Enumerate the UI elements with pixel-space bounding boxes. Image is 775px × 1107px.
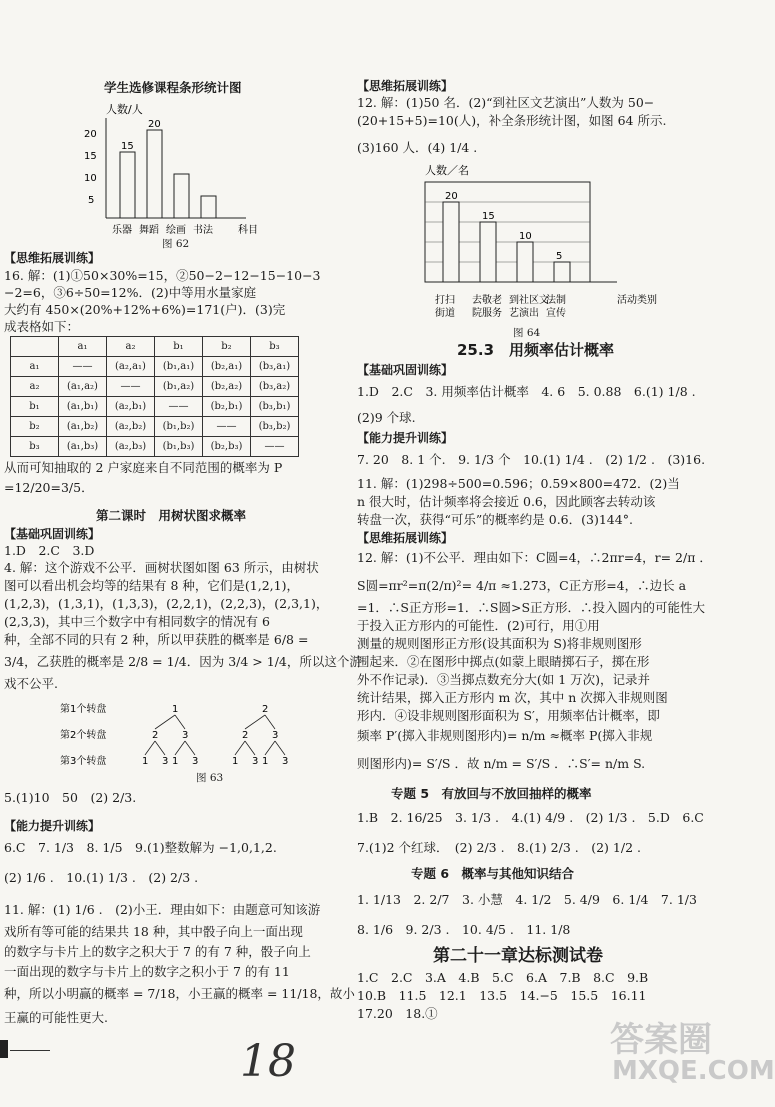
tree-node: 3 [182, 730, 189, 741]
table-row [11, 357, 299, 377]
left-ability-heading: 【能力提升训练】 [4, 819, 101, 833]
fig64-category-label: 街道 [435, 308, 455, 319]
p12b-line: 则图形内)= S′/S ．故 n/m = S′/S ．∴S′= n/m S. [357, 756, 646, 771]
tree-node: 1 [172, 756, 179, 767]
fig64-category-label: 院服务 [472, 308, 502, 319]
p11-line: 的数字与卡片上的数字之积大于 7 的有 7 种，骰子向上 [4, 944, 311, 959]
tree-branch [175, 715, 185, 729]
page-edge-marker [0, 1040, 8, 1058]
page-edge-rule [10, 1050, 50, 1051]
table-cell: a₁ [59, 337, 107, 357]
p12b-line: 形内．④设非规则图形面积为 S′，用频率估计概率，即 [357, 708, 660, 723]
p16-line: −2=6，③6÷50=12%．(2)中等用水量家庭 [4, 285, 257, 300]
table-cell: —— [203, 417, 251, 437]
table-cell: (a₂,a₁) [107, 357, 155, 377]
table-cell: (b₂,b₃) [203, 437, 251, 457]
sec253-title: 25.3 用频率估计概率 [457, 341, 615, 359]
p11-line: 11. 解：(1) 1/6 . (2)小王．理由如下：由题意可知该游 [4, 902, 321, 917]
p11-line: 一面出现的数字与卡片上的数字之积小于 7 的有 11 [4, 964, 290, 979]
table-cell: —— [251, 437, 299, 457]
p12-line: 12. 解：(1)50 名．(2)“到社区文艺演出”人数为 50− [357, 95, 655, 110]
tree-branch [155, 715, 175, 729]
table-cell: (a₂,b₂) [107, 417, 155, 437]
fig62-bar-label: 20 [148, 119, 161, 130]
left-thinking-heading: 【思维拓展训练】 [4, 251, 101, 265]
p11-right-line: n 很大时，估计频率将会接近 0.6，因此顾客去转动该 [357, 494, 656, 509]
topic6-line: 1. 1/13 2. 2/7 3. 小慧 4. 1/2 5. 4/9 6. 1/4 7. 1/3 [357, 892, 697, 907]
left-ability-line: (2) 1/6 . 10.(1) 1/3 . (2) 2/3 . [4, 870, 199, 885]
p4-line: 图可以看出机会均等的结果有 8 种，它们是(1,2,1)， [4, 578, 299, 593]
p11-right-line: 转盘一次，获得“可乐”的概率约是 0.6．(3)144°. [357, 512, 633, 527]
p16-conclusion: 从而可知抽取的 2 户家庭来自不同范围的概率为 P [4, 460, 283, 475]
tree-branch [265, 741, 275, 755]
tree-branch [245, 741, 255, 755]
table-cell: a₂ [107, 337, 155, 357]
table-cell: (a₁,b₂) [59, 417, 107, 437]
table-cell [11, 337, 59, 357]
right-column [357, 0, 750, 1107]
fig64-category-label: 宣传 [546, 308, 566, 319]
p4-line: 戏不公平. [4, 676, 58, 691]
fig62-ytick: 10 [84, 173, 97, 184]
fig64-bar-label: 10 [519, 231, 532, 242]
fig62-bar [120, 152, 135, 218]
table-cell: (a₁,b₁) [59, 397, 107, 417]
fig62-bar-label: 15 [121, 141, 134, 152]
fig62-title: 学生选修课程条形统计图 [104, 80, 242, 95]
right-basic-heading: 【基础巩固训练】 [357, 363, 454, 377]
table-cell: —— [107, 377, 155, 397]
tree-branch [145, 741, 155, 755]
tree-node: 1 [262, 756, 269, 767]
p4-line: 种，全部不同的只有 2 种，所以甲获胜的概率是 6/8 = [4, 632, 309, 647]
left-ability-line: 6.C 7. 1/3 8. 1/5 9.(1)整数解为 −1,0,1,2. [4, 840, 277, 855]
table-row [11, 377, 299, 397]
tree-branch [155, 741, 165, 755]
fig64-bar [554, 262, 570, 282]
fig64-category-label: 法制 [546, 295, 566, 306]
fig62-ytick: 15 [84, 151, 97, 162]
tree-branch [235, 741, 245, 755]
table-cell: (b₃,a₂) [251, 377, 299, 397]
p11-line: 戏所有等可能的结果共 18 种，其中骰子向上一面出现 [4, 924, 303, 939]
tree-branch [175, 741, 185, 755]
fig62-category-label: 舞蹈 [139, 225, 159, 236]
p5-answer: 5.(1)10 50 (2) 2/3. [4, 790, 137, 805]
topic6-title: 专题 6 概率与其他知识结合 [411, 866, 575, 881]
tree-branch [185, 741, 195, 755]
p12b-line: 围起来．②在图形中掷点(如蒙上眼睛掷石子，掷在形 [357, 654, 650, 669]
p4-line: 4. 解：这个游戏不公平．画树状图如图 63 所示，由树状 [4, 560, 319, 575]
fig64-bar-label: 15 [482, 211, 495, 222]
p12b-line: 12. 解：(1)不公平．理由如下：C圆=4，∴2πr=4，r= 2/π ． [357, 550, 712, 565]
fig62-caption: 图 62 [162, 238, 190, 250]
right-basic-line: (2)9 个球. [357, 410, 416, 425]
left-column [0, 0, 375, 1107]
p11-line: 王赢的可能性更大. [4, 1010, 108, 1025]
chapter-answers-line: 17.20 18.① [357, 1006, 438, 1021]
table-cell: (b₁,b₂) [155, 417, 203, 437]
watermark-url: MXQE.COM [612, 1056, 775, 1086]
p16-conclusion: =12/20=3/5． [4, 480, 94, 495]
topic5-line: 7.(1)2 个红球． (2) 2/3 . 8.(1) 2/3 . (2) 1/2 . [357, 840, 641, 855]
left-basic-answers: 1.D 2.C 3.D [4, 543, 95, 558]
outcome-table [10, 336, 299, 457]
fig62-category-label: 乐器 [112, 225, 132, 236]
table-row [11, 397, 299, 417]
p16-line: 16. 解：(1)①50×30%=15，②50−2−12−15−10−3 [4, 268, 321, 283]
table-cell: (b₁,a₁) [155, 357, 203, 377]
topic6-line: 8. 1/6 9. 2/3 . 10. 4/5 . 11. 1/8 [357, 922, 571, 937]
p12b-line: 于投入正方形内的可能性．(2)可行，用①用 [357, 618, 600, 633]
fig64-bar [480, 222, 496, 282]
table-cell: (a₁,a₂) [59, 377, 107, 397]
fig62-bar-chart [78, 100, 278, 240]
fig63-row-label: 第1个转盘 [60, 704, 107, 715]
tree-branch [245, 715, 265, 729]
right-ability-line: 7. 20 8. 1 个. 9. 1/3 个 10.(1) 1/4 . (2) 1/2 . (3)16. [357, 452, 706, 467]
fig62-ytick: 20 [84, 129, 97, 140]
p11-line: 种，所以小明赢的概率 = 7/18，小王赢的概率 = 11/18，故小 [4, 986, 355, 1001]
tree-node: 2 [152, 730, 159, 741]
p12b-line: 外不作记录)．③当掷点数充分大(如 1 万次)，记录并 [357, 672, 651, 687]
table-cell: a₂ [11, 377, 59, 397]
right-ability-heading: 【能力提升训练】 [357, 431, 454, 445]
fig62-ytick: 5 [88, 195, 95, 206]
tree-node: 1 [142, 756, 149, 767]
p12b-line: S圆=πr²=π(2/π)²= 4/π ≈1.273，C正方形=4，∴边长 a [357, 578, 687, 593]
p12-line: (3)160 人．(4) 1/4 . [357, 140, 478, 155]
p4-line: (2,3,3)，其中三个数字中有相同数字的情况有 6 [4, 614, 270, 629]
watermark-logo: 答案圈 [610, 1020, 712, 1060]
fig64-caption: 图 64 [513, 327, 541, 339]
fig64-bar [443, 202, 459, 282]
table-cell: b₁ [11, 397, 59, 417]
fig64-category-label: 去敬老 [472, 295, 502, 306]
table-cell: (b₁,b₃) [155, 437, 203, 457]
fig64-ylabel: 人数／名 [425, 164, 469, 177]
table-cell: (a₂,b₃) [107, 437, 155, 457]
table-cell: —— [155, 397, 203, 417]
tree-node: 3 [162, 756, 169, 767]
fig63-row-label: 第3个转盘 [60, 756, 107, 767]
fig62-bar [201, 196, 216, 218]
tree-node: 3 [272, 730, 279, 741]
fig62-bar [174, 174, 189, 218]
left-basic-heading: 【基础巩固训练】 [4, 527, 101, 541]
chapter-answers-line: 10.B 11.5 12.1 13.5 14.−5 15.5 16.11 [357, 988, 647, 1003]
table-cell: (a₁,b₃) [59, 437, 107, 457]
table-cell: b₂ [203, 337, 251, 357]
p11-right-line: 11. 解：(1)298÷500=0.596；0.59×800=472．(2)当 [357, 476, 680, 491]
lesson2-title: 第二课时 用树状图求概率 [96, 508, 247, 523]
tree-node: 2 [262, 704, 269, 715]
tree-node: 3 [192, 756, 199, 767]
p16-line: 成表格如下： [4, 319, 80, 334]
table-cell: b₁ [155, 337, 203, 357]
fig62-category-label: 绘画 [166, 225, 186, 236]
fig64-bar-label: 5 [556, 251, 563, 262]
table-cell: a₁ [11, 357, 59, 377]
table-row [11, 417, 299, 437]
fig64-bar [517, 242, 533, 282]
tree-branch [265, 715, 275, 729]
table-cell: (b₃,b₂) [251, 417, 299, 437]
p4-line: 3/4，乙获胜的概率是 2/8 = 1/4．因为 3/4 > 1/4，所以这个游 [4, 654, 362, 669]
table-cell: (a₂,b₁) [107, 397, 155, 417]
fig64-bar-chart [405, 160, 705, 330]
table-cell: b₃ [11, 437, 59, 457]
fig64-xlabel: 活动类别 [617, 295, 657, 306]
p4-line: (1,2,3)，(1,3,1)，(1,3,3)，(2,2,1)，(2,2,3)，(2,3,1)， [4, 596, 329, 611]
fig62-category-label: 书法 [193, 225, 213, 236]
table-row [11, 337, 299, 357]
fig62-ylabel: 人数/人 [106, 103, 143, 116]
table-cell: b₂ [11, 417, 59, 437]
p12b-line: 频率 P′(掷入非规则图形内)= n/m ≈概率 P(掷入非规 [357, 728, 653, 743]
chapter-answers-line: 1.C 2.C 3.A 4.B 5.C 6.A 7.B 8.C 9.B [357, 970, 649, 985]
table-cell: (b₃,b₁) [251, 397, 299, 417]
fig64-category-label: 艺演出 [509, 308, 539, 319]
fig63-caption: 图 63 [196, 772, 224, 784]
p16-line: 大约有 450×(20%+12%+6%)=171(户)．(3)完 [4, 302, 286, 317]
right-thinking-heading: 【思维拓展训练】 [357, 79, 454, 93]
p12b-line: 测量的规则图形正方形(设其面积为 S)将非规则图形 [357, 636, 642, 651]
chapter-test-title: 第二十一章达标测试卷 [433, 946, 603, 966]
p12b-line: 统计结果，掷入正方形内 m 次，其中 n 次掷入非规则图 [357, 690, 668, 705]
table-cell: (b₂,b₁) [203, 397, 251, 417]
tree-node: 2 [242, 730, 249, 741]
table-row [11, 437, 299, 457]
right-thinking2-heading: 【思维拓展训练】 [357, 531, 454, 545]
table-cell: —— [59, 357, 107, 377]
table-cell: b₃ [251, 337, 299, 357]
tree-branch [275, 741, 285, 755]
p12b-line: =1．∴S正方形=1．∴S圆>S正方形．∴投入圆内的可能性大 [357, 600, 706, 615]
fig62-bar [147, 130, 162, 218]
table-cell: (b₁,a₂) [155, 377, 203, 397]
fig62-xlabel: 科目 [238, 225, 258, 236]
tree-node: 3 [282, 756, 289, 767]
p12-line: (20+15+5)=10(人)，补全条形统计图，如图 64 所示. [357, 113, 667, 128]
right-basic-line: 1.D 2.C 3. 用频率估计概率 4. 6 5. 0.88 6.(1) 1/8 . [357, 384, 696, 399]
topic5-title: 专题 5 有放回与不放回抽样的概率 [391, 786, 592, 801]
fig64-category-label: 到社区文 [509, 295, 549, 306]
tree-node: 3 [252, 756, 259, 767]
table-cell: (b₂,a₂) [203, 377, 251, 397]
fig63-row-label: 第2个转盘 [60, 730, 107, 741]
fig64-category-label: 打扫 [435, 295, 455, 306]
topic5-line: 1.B 2. 16/25 3. 1/3 . 4.(1) 4/9 . (2) 1/3 . 5.D 6.C [357, 810, 704, 825]
handwritten-page-number: 18 [240, 1036, 296, 1087]
fig64-bar-label: 20 [445, 191, 458, 202]
table-cell: (b₂,a₁) [203, 357, 251, 377]
tree-node: 1 [232, 756, 239, 767]
table-cell: (b₃,a₁) [251, 357, 299, 377]
tree-node: 1 [172, 704, 179, 715]
